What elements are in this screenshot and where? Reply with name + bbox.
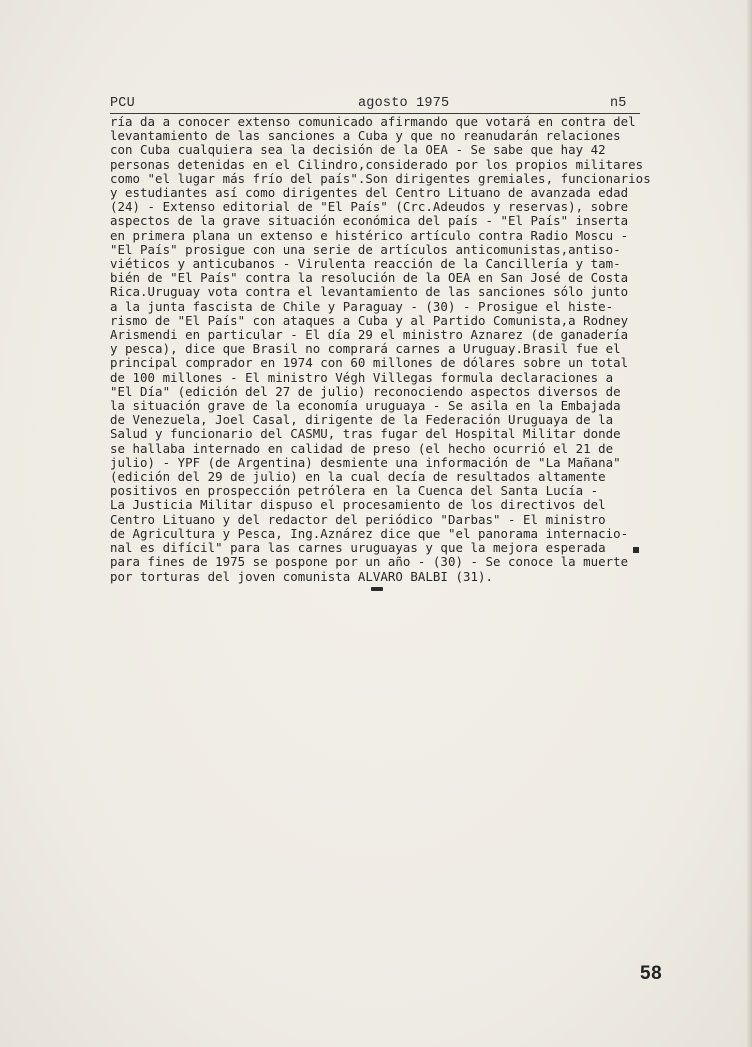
text-line: la situación grave de la economía uruguaya - Se asila en la Embajada (110, 398, 621, 414)
header-source: PCU (110, 96, 135, 111)
text-line: positivos en prospección petrólera en la Cuenca del Santa Lucía - (110, 483, 599, 499)
text-line: "El Día" (edición del 27 de julio) reconociendo aspectos diversos de (110, 383, 621, 399)
text-line: viéticos y anticubanos - Virulenta reacción de la Cancillería y tam- (110, 256, 621, 272)
page-number: 58 (640, 963, 663, 984)
text-line: aspectos de la grave situación económica del país - "El País" inserta (110, 213, 629, 229)
text-line: se hallaba internado en calidad de preso (el hecho ocurrió el 21 de (110, 440, 614, 456)
text-line: (24) - Extenso editorial de "El País" (Crc.Adeudos y reservas), sobre (110, 199, 629, 215)
header-issue-number: n5 (610, 96, 627, 111)
text-line: con Cuba cualquiera sea la decisión de la OEA - Se sabe que hay 42 (110, 142, 606, 158)
page-header (110, 96, 628, 112)
text-line: Centro Lituano y del redactor del periódico "Darbas" - El ministro (110, 511, 606, 527)
end-of-text-mark (633, 547, 639, 553)
page-edge-shadow (746, 0, 752, 1047)
text-line: para fines de 1975 se pospone por un año - (30) - Se conoce la muerte (110, 554, 629, 570)
text-line: ría da a conocer extenso comunicado afirmando que votará en contra del (110, 114, 636, 129)
text-line: principal comprador en 1974 con 60 millones de dólares sobre un total (110, 355, 629, 371)
body-text (110, 115, 690, 584)
text-line: por torturas del joven comunista ALVARO BALBI (31). (110, 568, 493, 584)
text-line: de Agricultura y Pesca, Ing.Aznárez dice que "el panorama internacio- (110, 525, 629, 541)
text-line: personas detenidas en el Cilindro,considerado por los propios militares (110, 156, 644, 172)
text-line: (edición del 29 de julio) en la cual decía de resultados altamente (110, 469, 606, 485)
text-line: Salud y funcionario del CASMU, tras fugar del Hospital Militar donde (110, 426, 621, 442)
text-line: julio) - YPF (de Argentina) desmiente una información de "La Mañana" (110, 454, 621, 470)
text-line: bién de "El País" contra la resolución de la OEA en San José de Costa (110, 270, 629, 286)
text-line: y pesca), dice que Brasil no comprará carnes a Uruguay.Brasil fue el (110, 341, 621, 357)
text-line: a la junta fascista de Chile y Paraguay - (30) - Prosigue el histe- (110, 298, 614, 314)
text-line: Rica.Uruguay vota contra el levantamiento de las sanciones sólo junto (110, 284, 629, 300)
section-separator-mark (371, 587, 383, 591)
text-line: como "el lugar más frío del país".Son dirigentes gremiales, funcionarios (110, 170, 651, 186)
text-line: de 100 millones - El ministro Végh Villegas formula declaraciones a (110, 369, 614, 385)
text-line: de Venezuela, Joel Casal, dirigente de la Federación Uruguaya de la (110, 412, 614, 428)
text-line: nal es difícil" para las carnes uruguayas y que la mejora esperada (110, 540, 606, 556)
text-line: La Justicia Militar dispuso el procesamiento de los directivos del (110, 497, 606, 513)
header-date: agosto 1975 (358, 96, 450, 111)
text-line: "El País" prosigue con una serie de artículos anticomunistas,antiso- (110, 241, 621, 257)
text-line: en primera plana un extenso e histérico artículo contra Radio Moscu - (110, 227, 629, 243)
text-line: rismo de "El País" con ataques a Cuba y al Partido Comunista,a Rodney (110, 312, 629, 328)
text-line: levantamiento de las sanciones a Cuba y que no reanudarán relaciones (110, 128, 621, 144)
text-line: Arismendi en particular - El día 29 el ministro Aznarez (de ganadería (110, 327, 629, 343)
text-line: y estudiantes así como dirigentes del Centro Lituano de avanzada edad (110, 185, 629, 201)
